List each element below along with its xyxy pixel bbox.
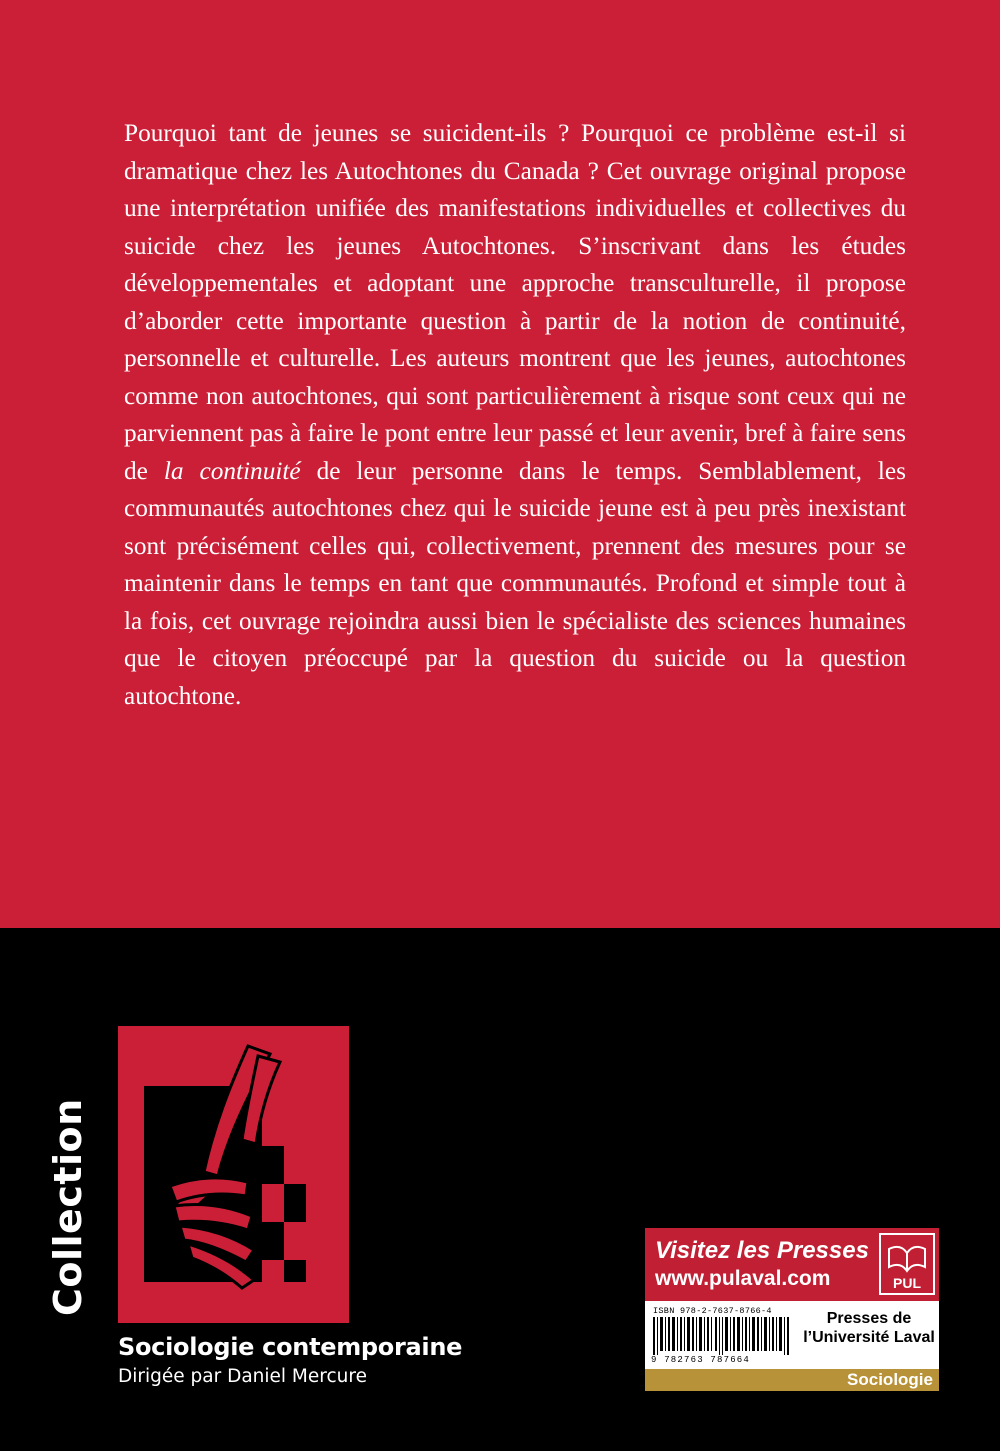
isbn-area [645,1301,939,1369]
barcode-digits: 9 782763 787664 [651,1355,751,1365]
publisher-line-1: Presses de [826,1310,912,1327]
pul-badge-text: PUL [893,1275,921,1291]
collection-label: Collection [46,1098,90,1316]
website-url[interactable]: www.pulaval.com [655,1267,831,1290]
blurb-text-part2: de leur personne dans le temps. Semblablement, les communautés autochtones chez qui le suicide jeune est à peu près inexistant sont précisément celles qui, collectivement, prennent des mesures pour se maintenir dans le temps en tant que communautés. Profond et simple tout à la fois, cet ouvrage rejoindra aussi bien le spécialiste des sciences humaines que le citoyen préoccupé par la question du suicide ou la question autochtone. [124,456,906,710]
blurb-emphasis: la continuité [163,456,301,485]
publisher-box [645,1228,939,1391]
visit-banner [645,1228,939,1301]
open-book-icon [881,1239,933,1275]
series-title: Sociologie contemporaine [118,1333,463,1361]
discipline-band: Sociologie [645,1369,939,1391]
back-cover-blurb [124,115,906,715]
visit-heading: Visitez les Presses [655,1237,869,1264]
publisher-line-2: l’Université Laval [803,1329,935,1346]
barcode-icon [653,1317,793,1355]
publisher-name [803,1309,935,1347]
series-editor: Dirigée par Daniel Mercure [118,1366,367,1387]
isbn-number: ISBN 978-2-7637-8766-4 [653,1306,772,1316]
collection-logo [118,1026,349,1323]
pul-logo [879,1233,935,1295]
blurb-text-part1: Pourquoi tant de jeunes se suicident-ils ? Pourquoi ce problème est-il si dramatique chez les Autochtones du Canada ? Cet ouvrage original propose une interprétation unifiée des manifestations individuelles et collectives du suicide chez les jeunes Autochtones. S’inscrivant dans les études développementales et adoptant une approche transculturelle, il propose d’aborder cette importante question à partir de la notion de continuité, personnelle et culturelle. Les auteurs montrent que les jeunes, autochtones comme non autochtones, qui sont particulièrement à risque sont ceux qui ne parviennent pas à faire le pont entre leur passé et leur avenir, bref à faire sens de [124,119,906,485]
